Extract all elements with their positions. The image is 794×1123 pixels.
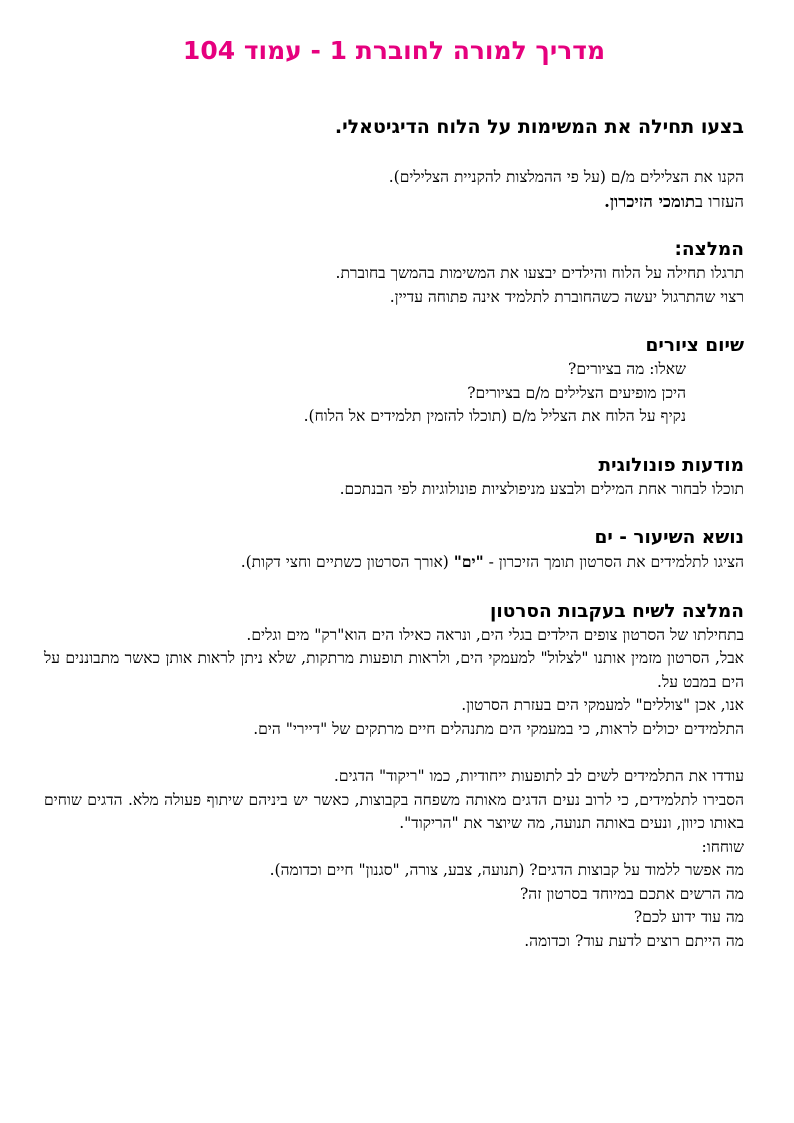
lesson-line [44,550,744,575]
discussion-para2-line-6: מה עוד ידוע לכם? [633,908,744,926]
video-name: "ים" [453,552,484,571]
pictures-line-3: נקיף על הלוח את הצליל מ/ם (תוכלו להזמין תלמידים אל הלוח). [303,407,686,425]
memory-aids-text: תומכי הזיכרון. [604,191,696,211]
intro-line-1: הקנו את הצלילים מ/ם (על פי ההמלצות להקניית הצלילים). [388,168,744,186]
discussion-title: המלצה לשיח בעקבות הסרטון [490,600,744,622]
intro-heading: בצעו תחילה את המשימות על הלוח הדיגיטאלי. [334,116,744,138]
discussion-para1-line-1: בתחילתו של הסרטון צופים הילדים בגלי הים, ונראה כאילו הים הוא"רק" מים וגלים. [246,625,744,644]
discussion-para2-line-4: מה אפשר ללמוד על קבוצות הדגים? (תנועה, צבע, צורה, "סגנון" חיים וכדומה). [269,861,744,879]
discussion-para2-line-1: עודדו את התלמידים לשים לב לתופעות ייחודיות, כמו "ריקוד" הדגים. [333,767,744,785]
lesson-line-suffix: (אורך הסרטון כשתיים וחצי דקות). [240,553,454,571]
discussion-para1-line-4: התלמידים יכולים לראות, כי במעמקי הים מתנהלים חיים מרתקים של "דיירי" הים. [253,719,744,738]
discussion-para2-line-7: מה הייתם רוצים לדעת עוד? וכדומה. [524,931,744,950]
recommendation-line-1: תרגלו תחילה על הלוח והילדים יבצעו את המשימות בהמשך בחוברת. [335,264,744,282]
pictures-title: שיום ציורים [645,335,744,356]
phonology-title: מודעות פונולוגית [598,454,744,476]
intro-line-2 [44,190,744,214]
discussion-para2-line-3: שוחחו: [701,837,744,856]
recommendation-line-2: רצוי שהתרגול יעשה כשהחוברת לתלמיד אינה פתוחה עדיין. [389,287,744,306]
discussion-para1-line-3: אנו, אכן "צוללים" למעמקי הים בעזרת הסרטון. [461,696,744,714]
discussion-para2-line-5: מה הרשים אתכם במיוחד בסרטון זה? [519,884,744,903]
phonology-line-1: תוכלו לבחור אחת המילים ולבצע מניפולציות פונולוגיות לפי הבנתכם. [339,479,744,498]
lesson-title: נושא השיעור - ים [594,527,744,548]
page-title: מדריך למורה לחוברת 1 - עמוד 104 [182,36,606,65]
lesson-line-prefix: הציגו לתלמידים את הסרטון תומך הזיכרון - [483,553,744,571]
discussion-para1-line-2: אבל, הסרטון מזמין אותנו "לצלול" למעמקי הים, ולראות תופעות מרתקות, שלא ניתן לראות אותן כאשר מתבוננים על הים במבט על. [44,649,744,691]
recommendation-title: המלצה: [674,239,744,260]
pictures-line-1: שאלו: מה בציורים? [568,360,686,378]
pictures-line-2: היכן מופיעים הצלילים מ/ם בציורים? [467,383,686,402]
intro-line-2-prefix: העזרו ב [695,191,744,211]
paragraph-gap [44,741,744,765]
discussion-para2-line-2: הסבירו לתלמידים, כי לרוב נעים הדגים מאותה משפחה בקבוצות, כאשר יש ביניהם שיתוף פעולה מלא. הדגים שוחים באותו כיוון, ונעים באותה תנועה, מה שיוצר את "הריקוד". [44,790,744,832]
